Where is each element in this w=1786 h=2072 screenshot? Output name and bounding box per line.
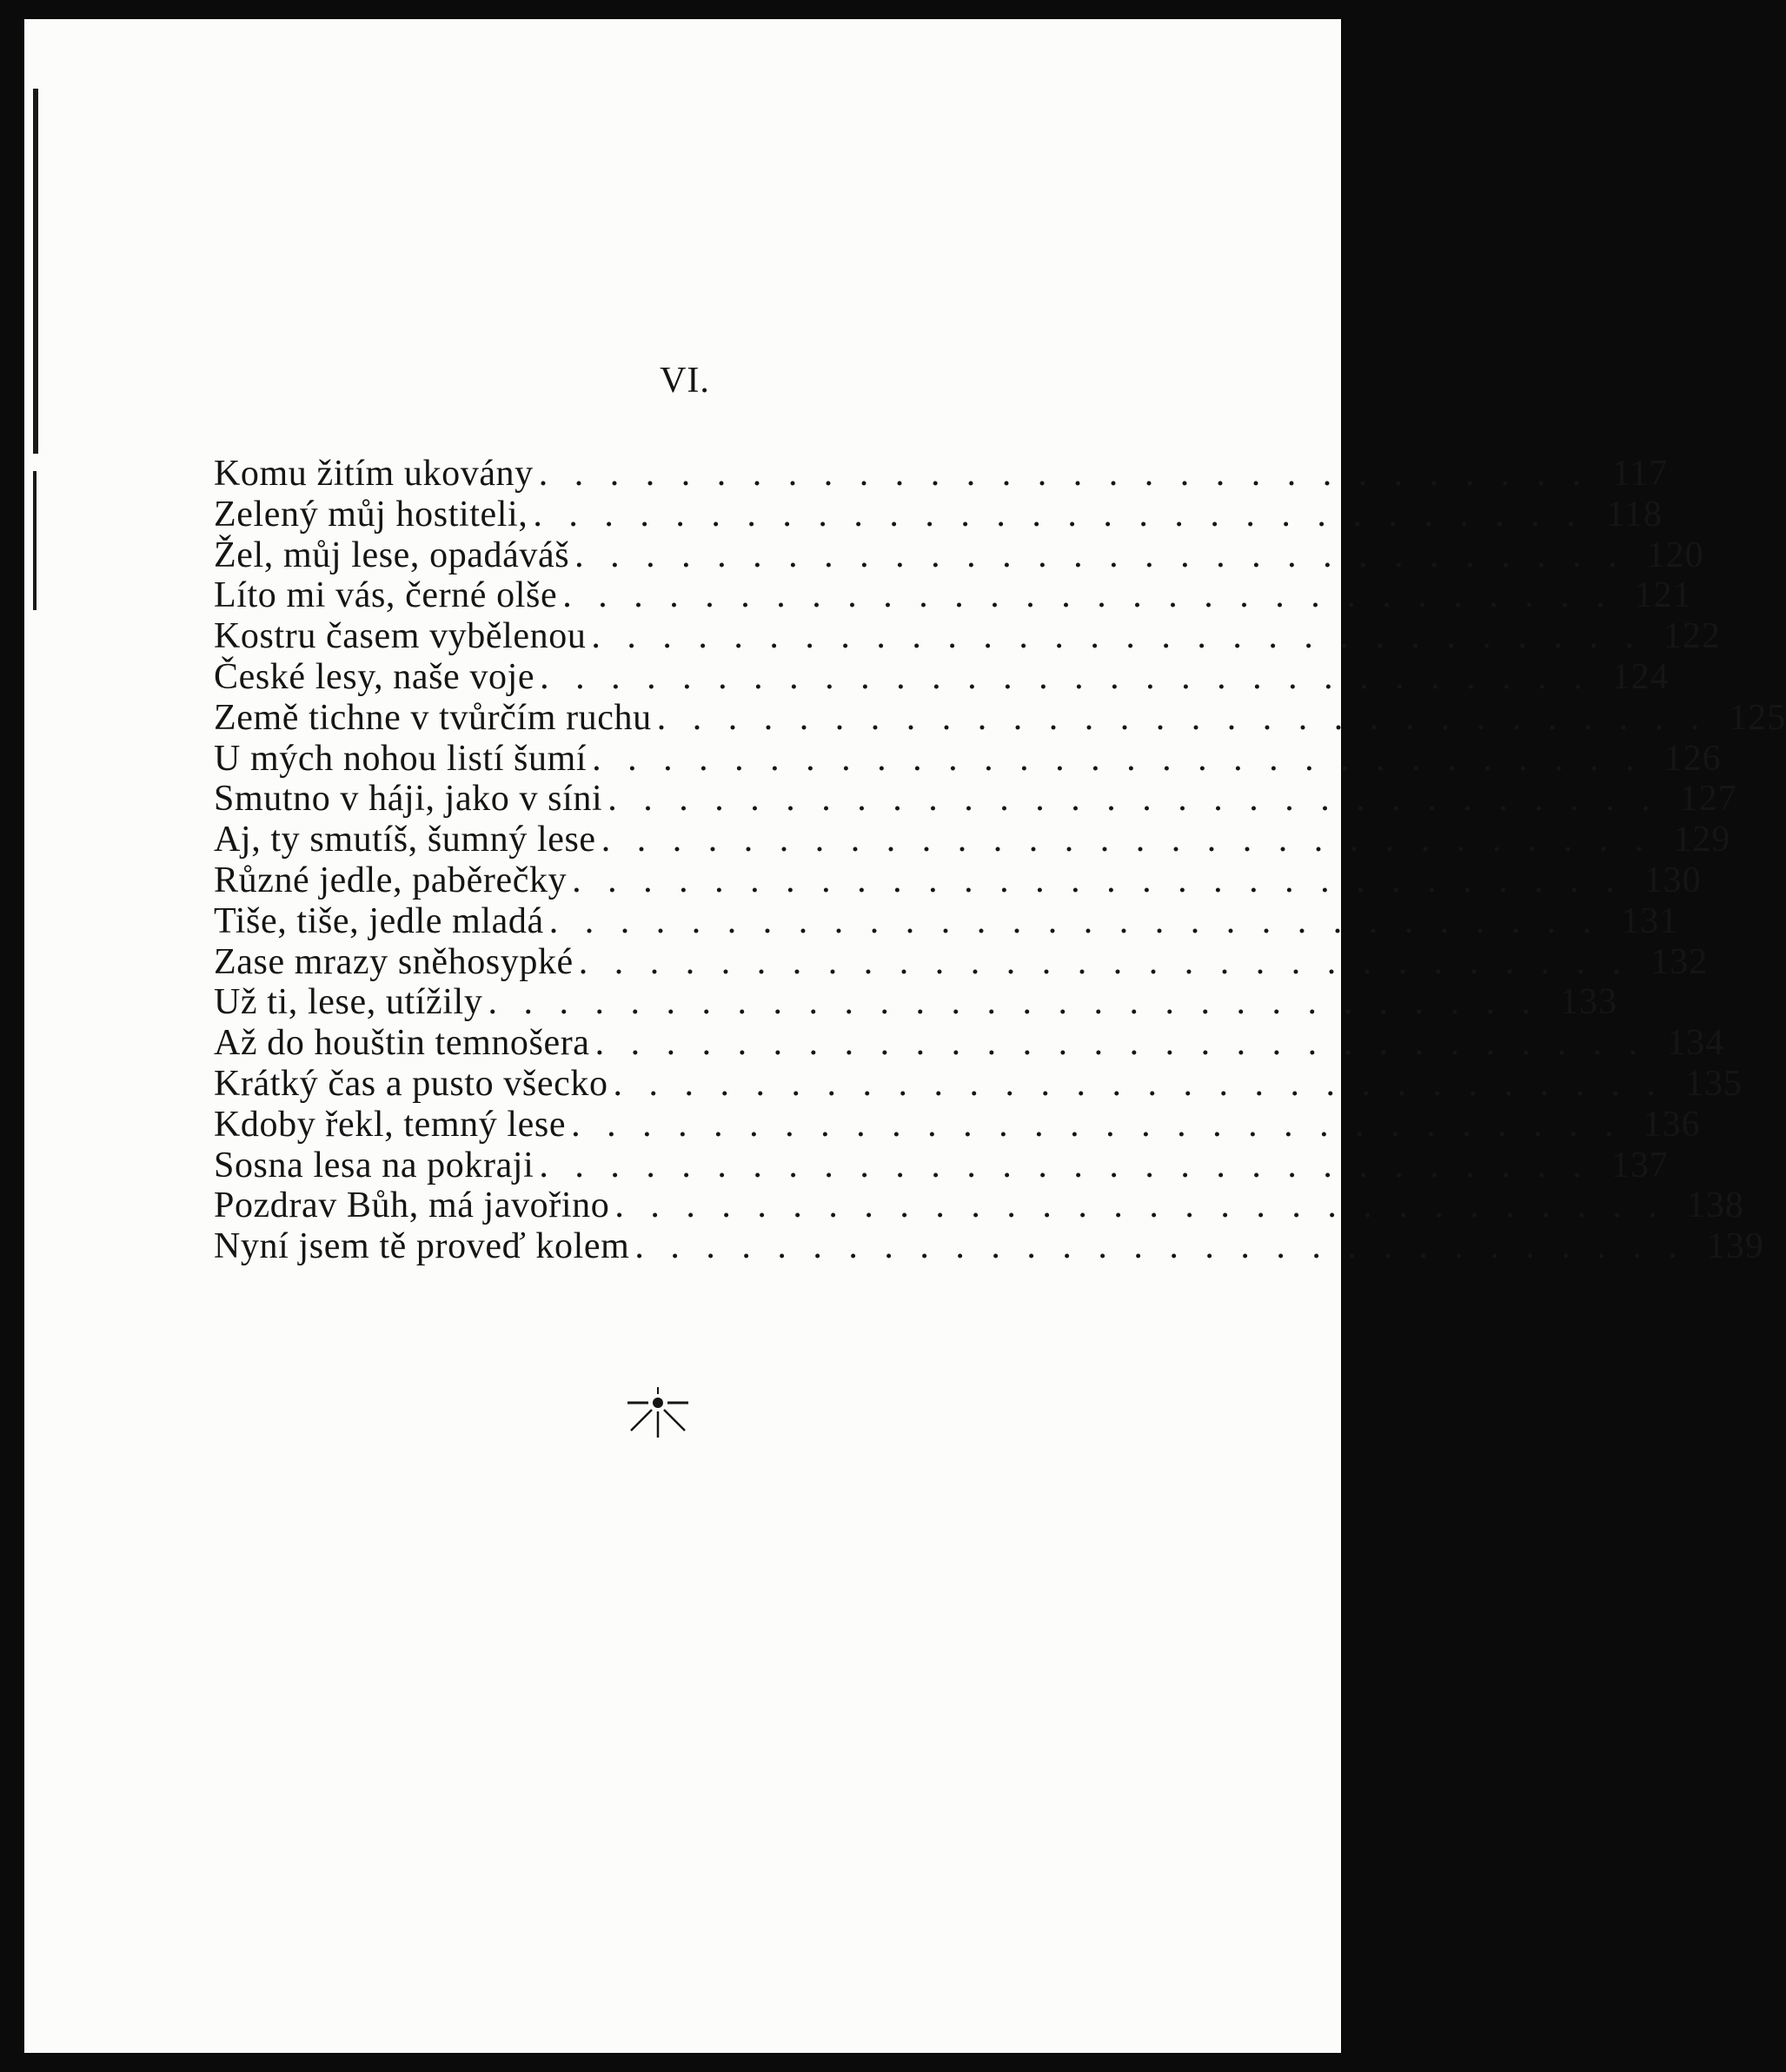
toc-entry-title: U mých nohou listí šumí [214,738,588,779]
toc-entry-page: 125 [1729,697,1786,738]
toc-dot-leader: . . . . . . . . . . . . . . . . . . . . . . . . . . . . . . [548,900,1601,941]
toc-entry-title: Kostru časem vybělenou [214,616,587,657]
toc-dot-leader: . . . . . . . . . . . . . . . . . . . . . . . . . . . . . . [634,1226,1686,1267]
book-page [24,19,1786,2053]
toc-entry-title: Už ti, lese, utížily [214,982,483,1023]
binding-shadow [33,471,37,610]
page-number: VI. [660,361,710,401]
toc-entry-title: Komu žitím ukovány [214,454,534,494]
toc-entry [214,1023,1725,1064]
toc-entry-page: 139 [1706,1226,1764,1267]
toc-entry-page: 124 [1611,656,1670,697]
toc-entry-page: 133 [1559,982,1617,1023]
toc-entry-page: 138 [1686,1185,1744,1226]
toc-entry [214,616,1721,657]
toc-entry-page: 136 [1643,1104,1701,1145]
toc-entry [214,454,1669,495]
toc-entry-title: Různé jedle, paběrečky [214,860,568,900]
toc-entry-title: Pozdrav Bůh, má javořino [214,1185,610,1226]
toc-entry-title: Sosna lesa na pokraji [214,1145,534,1185]
toc-entry-page: 137 [1610,1145,1669,1185]
toc-dot-leader: . . . . . . . . . . . . . . . . . . . . . . . . . . . . . . [614,1185,1666,1226]
toc-entry-title: Zase mrazy sněhosypké [214,941,574,982]
toc-entry-title: Nyní jsem tě proveď kolem [214,1226,630,1267]
toc-entry-page: 130 [1643,860,1702,900]
toc-entry-title: Zelený můj hostiteli, [214,494,528,535]
toc-entry-page: 121 [1634,575,1692,616]
toc-dot-leader: . . . . . . . . . . . . . . . . . . . . . . . . . . . . . . [571,1104,1623,1145]
toc-entry-title: Země tichne v tvůrčím ruchu [214,697,652,738]
sun-ornament-icon [619,1384,697,1444]
toc-dot-leader: . . . . . . . . . . . . . . . . . . . . . . . . . . . . . . [656,697,1709,738]
toc-entry [214,860,1702,901]
toc-entry [214,656,1670,698]
binding-shadow [33,89,38,454]
toc-dot-leader: . . . . . . . . . . . . . . . . . . . . . . . . . . . . . . [591,616,1643,657]
toc-entry-page: 126 [1663,738,1722,779]
toc-dot-leader: . . . . . . . . . . . . . . . . . . . . . . . . . . . . . . [488,982,1539,1023]
toc-entry [214,1063,1743,1105]
table-of-contents [214,454,1786,1267]
toc-entry-title: Krátký čas a pusto všecko [214,1063,608,1104]
toc-entry [214,900,1679,942]
toc-dot-leader: . . . . . . . . . . . . . . . . . . . . . . . . . . . . . . [578,941,1630,982]
toc-entry-title: Smutno v háji, jako v síni [214,779,603,820]
toc-dot-leader: . . . . . . . . . . . . . . . . . . . . . . . . . . . . . . [533,494,1584,535]
toc-dot-leader: . . . . . . . . . . . . . . . . . . . . . . . . . . . . . . [540,656,1591,697]
toc-entry-page: 120 [1646,535,1704,575]
toc-entry-page: 122 [1663,616,1721,657]
toc-dot-leader: . . . . . . . . . . . . . . . . . . . . . . . . . . . . . . [562,575,1614,616]
toc-entry-title: České lesy, naše voje [214,656,535,697]
toc-entry-page: 127 [1679,779,1737,820]
toc-entry-page: 117 [1611,454,1669,494]
toc-dot-leader: . . . . . . . . . . . . . . . . . . . . . . . . . . . . . . [594,1023,1647,1064]
toc-entry [214,535,1704,576]
toc-entry [214,494,1663,535]
toc-dot-leader: . . . . . . . . . . . . . . . . . . . . . . . . . . . . . . [574,535,1626,575]
toc-entry [214,982,1617,1023]
toc-dot-leader: . . . . . . . . . . . . . . . . . . . . . . . . . . . . . . [538,454,1590,494]
toc-entry-page: 131 [1621,900,1679,941]
toc-entry [214,1145,1669,1186]
toc-dot-leader: . . . . . . . . . . . . . . . . . . . . . . . . . . . . . . [601,820,1653,860]
toc-entry [214,941,1709,983]
toc-entry [214,738,1722,780]
toc-dot-leader: . . . . . . . . . . . . . . . . . . . . . . . . . . . . . . [572,860,1623,900]
toc-entry [214,575,1692,616]
toc-entry-title: Kdoby řekl, temný lese [214,1104,567,1145]
toc-entry [214,1226,1764,1267]
toc-entry-title: Aj, ty smutíš, šumný lese [214,820,596,860]
toc-dot-leader: . . . . . . . . . . . . . . . . . . . . . . . . . . . . . . [592,738,1643,779]
toc-dot-leader: . . . . . . . . . . . . . . . . . . . . . . . . . . . . . . [539,1145,1590,1185]
toc-dot-leader: . . . . . . . . . . . . . . . . . . . . . . . . . . . . . . [613,1063,1665,1104]
toc-entry [214,1185,1744,1226]
toc-entry-page: 132 [1650,941,1709,982]
toc-entry-title: Žel, můj lese, opadáváš [214,535,570,575]
toc-dot-leader: . . . . . . . . . . . . . . . . . . . . . . . . . . . . . . [608,779,1659,820]
toc-entry [214,1104,1701,1146]
toc-entry-title: Až do houštin temnošera [214,1023,590,1064]
toc-entry [214,697,1786,739]
toc-entry-page: 135 [1685,1063,1743,1104]
toc-entry-page: 134 [1667,1023,1725,1064]
toc-entry-page: 118 [1606,494,1663,535]
toc-entry-title: Tiše, tiše, jedle mladá [214,900,544,941]
toc-entry-title: Líto mi vás, černé olše [214,575,558,616]
toc-entry [214,779,1737,820]
toc-entry [214,820,1731,860]
toc-entry-page: 129 [1673,820,1731,860]
